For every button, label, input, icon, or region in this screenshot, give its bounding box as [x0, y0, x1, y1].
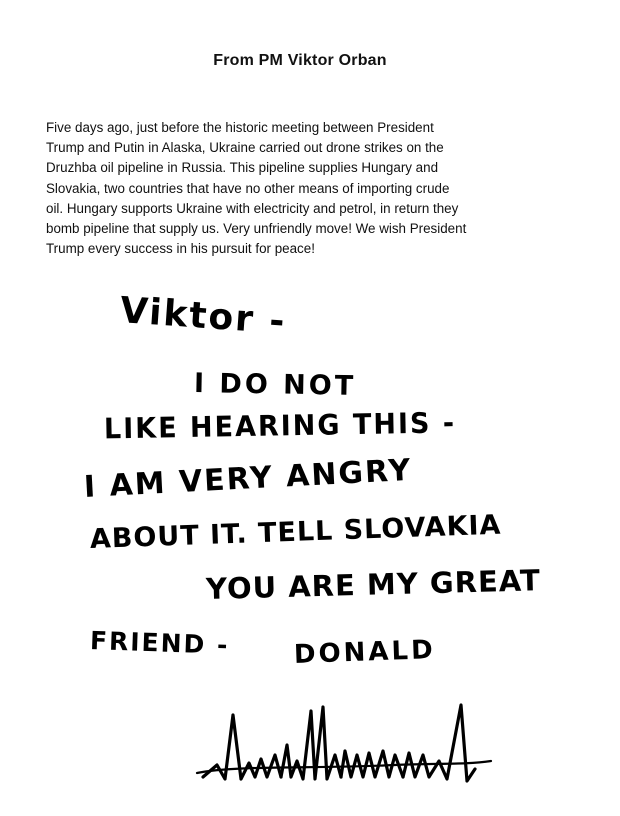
handwritten-line: I DO NOT: [193, 368, 357, 402]
handwritten-line: I AM VERY ANGRY: [83, 452, 414, 505]
handwritten-line: LIKE HEARING THIS -: [103, 407, 457, 446]
handwritten-line-salutation: Viktor -: [118, 290, 288, 343]
letter-title: From PM Viktor Orban: [213, 52, 387, 69]
signature-image: [195, 685, 495, 795]
letter-body: [46, 118, 586, 259]
handwritten-line: YOU ARE MY GREAT: [205, 563, 542, 606]
body-line: Trump every success in his pursuit for peace!: [46, 241, 315, 257]
handwritten-line: FRIEND -: [89, 626, 230, 660]
handwritten-line: ABOUT IT. TELL SLOVAKIA: [89, 509, 502, 555]
body-line: Five days ago, just before the historic meeting between President: [46, 120, 434, 135]
handwritten-signoff: DONALD: [293, 635, 437, 670]
body-line: Trump and Putin in Alaska, Ukraine carried out drone strikes on the: [46, 140, 444, 156]
body-line: Slovakia, two countries that have no other means of importing crude: [46, 180, 450, 196]
body-line: Druzhba oil pipeline in Russia. This pipeline supplies Hungary and: [46, 160, 439, 176]
body-line: bomb pipeline that supply us. Very unfriendly move! We wish President: [46, 221, 467, 237]
body-line: oil. Hungary supports Ukraine with electricity and petrol, in return they: [46, 200, 459, 216]
